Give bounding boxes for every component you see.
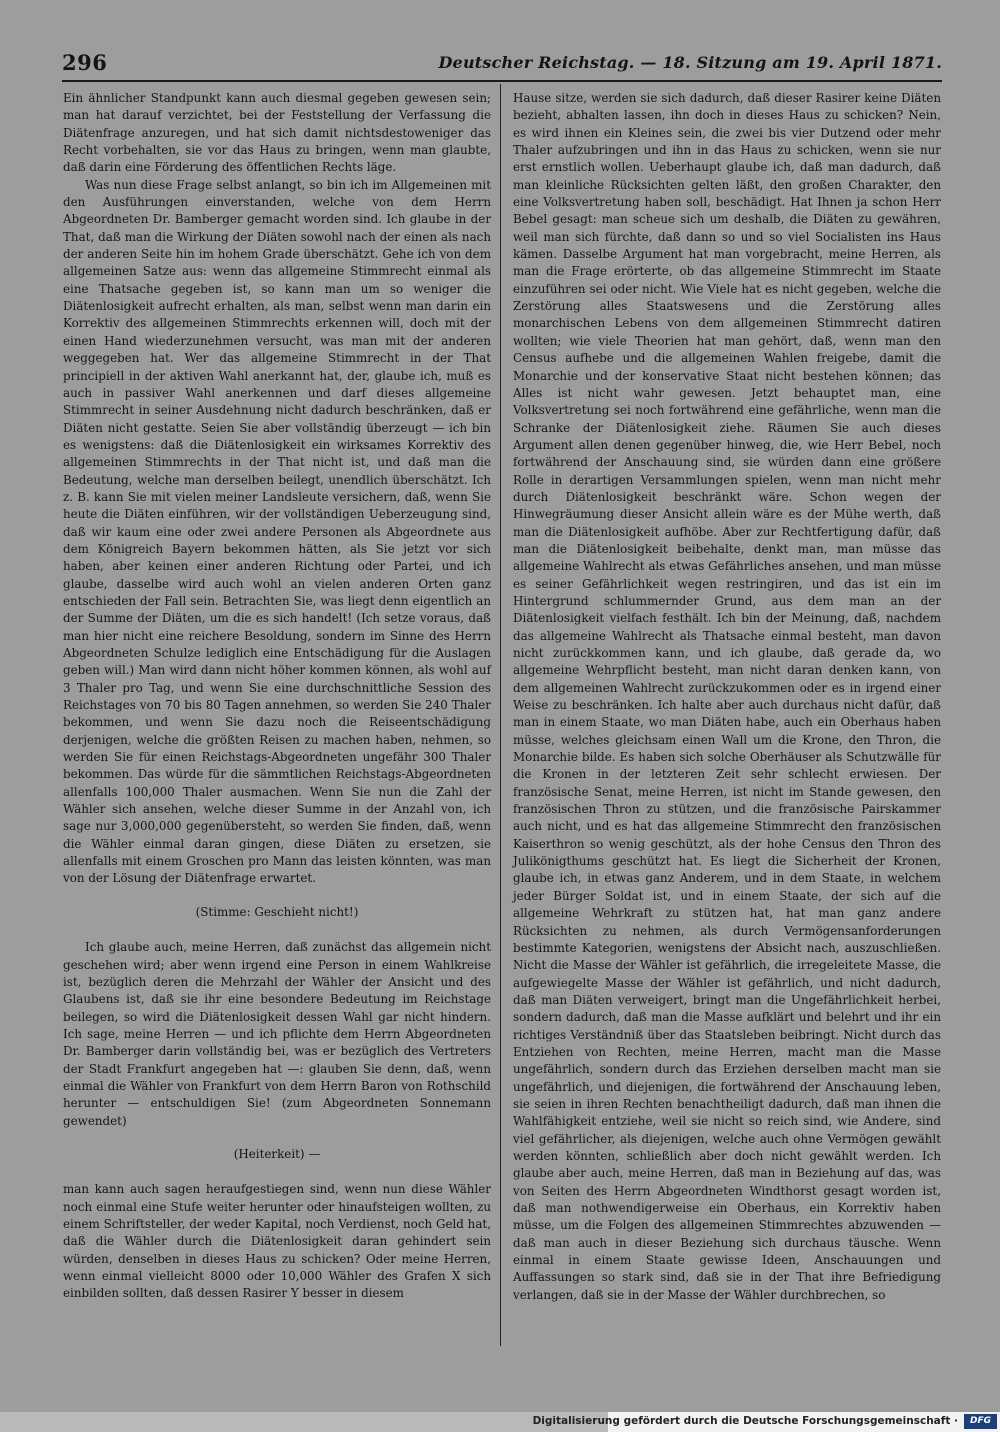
- running-title: Deutscher Reichstag. — 18. Sitzung am 19. April 1871.: [438, 53, 942, 72]
- paragraph: Ich glaube auch, meine Herren, daß zunächst das allgemein nicht geschehen wird; aber wenn irgend eine Person in einem Wahlkreise ist, bezüglich deren die Mehrzahl der Wähler der Ansicht und des Glaubens ist, daß sie ihr eine besondere Bedeutung im Reichstage beilegen, so wird die Diätenlosigkeit dessen Wahl gar nicht hindern. Ich sage, meine Herren — und ich pflichte dem Herrn Abgeordneten Dr. Bamberger darin vollständig bei, was er bezüglich des Vertreters der Stadt Frankfurt angegeben hat —: glauben Sie denn, daß, wenn einmal die Wähler von Frankfurt von dem Herrn Baron von Rothschild herunter — entschuldigen Sie! (zum Abgeordneten Sonnemann gewendet): [63, 940, 491, 1128]
- left-column: [63, 90, 491, 1303]
- dfg-logo-icon: DFG: [964, 1414, 997, 1429]
- right-column: [513, 90, 941, 1304]
- page-header: [62, 50, 942, 80]
- column-divider: [500, 84, 501, 1346]
- footer-credit: Digitalisierung gefördert durch die Deutsche Forschungsgemeinschaft ·: [532, 1415, 958, 1427]
- interjection: (Heiterkeit) —: [233, 1146, 321, 1161]
- paragraph: Was nun diese Frage selbst anlangt, so bin ich im Allgemeinen mit den Ausführungen einverstanden, welche von dem Herrn Abgeordneten Dr. Bamberger gemacht worden sind. Ich glaube in der That, daß man die Wirkung der Diäten sowohl nach der einen als nach der anderen Seite hin im hohem Grade überschätzt. Gehe ich von dem allgemeinen Satze aus: wenn das allgemeine Stimmrecht einmal als eine Thatsache gegeben ist, so kann man um so weniger die Diätenlosigkeit aufrecht erhalten, als man, selbst wenn man darin ein Korrektiv des allgemeinen Stimmrechts erkennen will, doch mit der einen Hand wiederzunehmen versucht, was man mit der anderen weggegeben hat. Wer das allgemeine Stimmrecht in der That principiell in der aktiven Wahl anerkannt hat, der, glaube ich, muß es auch in passiver Wahl anerkennen und darf dieses allgemeine Stimmrecht in seiner Ausdehnung nicht dadurch beschränken, daß er Diäten nicht gestatte. Seien Sie aber vollständig überzeugt — ich bin es wenigstens: daß die Diätenlosigkeit ein wirksames Korrektiv des allgemeinen Stimmrechts in der That nicht ist, und daß man die Bedeutung, welche man derselben beilegt, unendlich überschätzt. Ich z. B. kann Sie mit vielen meiner Landsleute versichern, daß, wenn Sie heute die Diäten einführen, wir der vollständigen Ueberzeugung sind, daß wir kaum eine oder zwei andere Personen als Abgeordnete aus dem Königreich Bayern bekommen hätten, als Sie jetzt vor sich haben, aber keinen einer anderen Richtung oder Partei, und ich glaube, dasselbe wird auch wohl an vielen anderen Orten ganz entschieden der Fall sein. Betrachten Sie, was liegt denn eigentlich an der Summe der Diäten, um die es sich handelt! (Ich setze voraus, daß man hier nicht eine reichere Besoldung, sondern im Sinne des Herrn Abgeordneten Schulze lediglich eine Entschädigung für die Auslagen geben will.) Man wird dann nicht höher kommen können, als wohl auf 3 Thaler pro Tag, und wenn Sie eine durchschnittliche Session des Reichstages von 70 bis 80 Tagen annehmen, so werden Sie 240 Thaler bekommen, und wenn Sie dazu noch die Reiseentschädigung derjenigen, welche die größten Reisen zu machen haben, nehmen, so werden Sie für einen Reichstags-Abgeordneten ungefähr 300 Thaler bekommen. Das würde für die sämmtlichen Reichstags-Abgeordneten allenfalls 100,000 Thaler ausmachen. Wenn Sie nun die Zahl der Wähler sich ansehen, welche dieser Summe in der Anzahl von, ich sage nur 3,000,000 gegenübersteht, so werden Sie finden, daß, wenn die Wähler einmal daran gingen, diese Diäten zu ersetzen, sie allenfalls mit einem Groschen pro Mann das leisten könnten, was man von der Lösung der Diätenfrage erwartet.: [63, 177, 491, 886]
- page-number: 296: [62, 50, 108, 75]
- header-rule: [62, 80, 942, 82]
- paragraph: Hause sitze, werden sie sich dadurch, daß dieser Rasirer keine Diäten bezieht, abhalten lassen, ihn doch in dieses Haus zu schicken? Nein, es wird ihnen ein Kleines sein, die zwei bis vier Dutzend oder mehr Thaler aufzubringen und ihn in das Haus zu schicken, wenn sie nur erst ernstlich wollen. Ueberhaupt glaube ich, daß man dadurch, daß man kleinliche Rücksichten gelten läßt, den großen Charakter, den eine Volksvertretung haben soll, beschädigt. Hat Ihnen ja schon Herr Bebel gesagt: man scheue sich um deshalb, die Diäten zu gewähren, weil man sich fürchte, daß dann so und so viel Socialisten ins Haus kämen. Dasselbe Argument hat man vorgebracht, meine Herren, als man die Frage erörterte, ob das allgemeine Stimmrecht im Staate einzuführen sei oder nicht. Wie Viele hat es nicht gegeben, welche die Zerstörung alles Staatswesens und die Zerstörung alles monarchischen Lebens von dem allgemeinen Stimmrecht datiren wollten; wie viele Theorien hat man gehört, daß, wenn man den Census aufhebe und die allgemeinen Wahlen freigebe, damit die Monarchie und der konservative Staat nicht bestehen können; das Alles ist nicht wahr gewesen. Jetzt behauptet man, eine Volksvertretung sei noch fortwährend eine gefährliche, wenn man die Schranke der Diätenlosigkeit ziehe. Räumen Sie auch dieses Argument allen denen gegenüber hinweg, die, wie Herr Bebel, noch fortwährend der Anschauung sind, sie würden dann eine größere Rolle in derartigen Versammlungen spielen, wenn man nicht mehr durch Diätenlosigkeit beschränkt wäre. Schon wegen der Hinwegräumung dieser Ansicht allein wäre es der Mühe werth, daß man die Diätenlosigkeit aufhöbe. Aber zur Rechtfertigung dafür, daß man die Diätenlosigkeit beibehalte, denkt man, man müsse das allgemeine Wahlrecht als etwas Gefährliches ansehen, und man müsse es seiner Gefährlichkeit wegen restringiren, und das ist ein im Hintergrund schlummernder Grund, aus dem man an der Diätenlosigkeit vielfach festhält. Ich bin der Meinung, daß, nachdem das allgemeine Wahlrecht als Thatsache einmal besteht, man davon nicht zurückkommen kann, und ich glaube, daß gerade da, wo allgemeine Wehrpflicht besteht, man nicht daran denken kann, von dem allgemeinen Wahlrecht zurückzukommen oder es in irgend einer Weise zu beschränken. Ich halte aber auch durchaus nicht dafür, daß man in einem Staate, wo man Diäten habe, auch ein Oberhaus haben müsse, welches gleichsam einen Wall um die Krone, den Thron, die Monarchie bilde. Es haben sich solche Oberhäuser als Schutzwälle für die Kronen in der letzteren Zeit sehr schlecht erwiesen. Der französische Senat, meine Herren, ist nicht im Stande gewesen, den französischen Thron zu stützen, und die französische Pairskammer auch nicht, und es hat das allgemeine Stimmrecht den französischen Kaiserthron so wenig geschützt, als der hohe Census den Thron des Julikönigthums geschützt hat. Es liegt die Sicherheit der Kronen, glaube ich, in etwas ganz Anderem, und in dem Staate, in welchem jeder Bürger Soldat ist, und in einem Staate, der sich auf die allgemeine Wehrkraft zu stützen hat, hat man ganz andere Rücksichten zu nehmen, als durch Vermögensanforderungen bestimmte Kategorien, wenigstens der Absicht nach, auszuschließen. Nicht die Masse der Wähler ist gefährlich, die irregeleitete Masse, die aufgewiegelte Masse der Wähler ist gefährlich, und nicht dadurch, daß man Diäten verweigert, bringt man die Ungefährlichkeit herbei, sondern dadurch, daß man die Masse aufklärt und belehrt und ihr ein richtiges Verständniß über das Staatsleben beibringt. Nicht durch das Entziehen von Rechten, meine Herren, macht man die Masse ungefährlich, sondern durch das Erziehen derselben macht man sie ungefährlich, und diejenigen, die fortwährend der Anschauung leben, sie seien in ihren Rechten benachtheiligt dadurch, daß man ihnen die Wahlfähigkeit entziehe, weil sie nicht so reich sind, wie Andere, sind viel gefährlicher, als diejenigen, welche auch ohne Vermögen gewählt werden könnten, schließlich aber doch nicht gewählt werden. Ich glaube aber auch, meine Herren, daß man in Beziehung auf das, was von Seiten des Herrn Abgeordneten Windthorst gesagt worden ist, daß man nothwendigerweise ein Oberhaus, ein Korrektiv haben müsse, um die Folgen des allgemeinen Stimmrechtes abzuwenden — daß man auch in dieser Beziehung sich durchaus täusche. Wenn einmal in einem Staate gewisse Ideen, Anschauungen und Auffassungen so stark sind, daß sie in der That ihre Befriedigung verlangen, daß sie in der Masse der Wähler durchbrechen, so: [513, 91, 941, 1302]
- paragraph: Ein ähnlicher Standpunkt kann auch diesmal gegeben gewesen sein; man hat darauf verzichtet, bei der Feststellung der Verfassung die Diätenfrage anzuregen, und hat sich damit nichtsdestoweniger das Recht vorbehalten, sie vor das Haus zu bringen, wenn man glaubte, daß darin eine Förderung des öffentlichen Rechts läge.: [63, 91, 491, 175]
- interjection: (Stimme: Geschieht nicht!): [195, 904, 359, 919]
- digitization-footer: [532, 1412, 1000, 1432]
- paragraph: man kann auch sagen heraufgestiegen sind, wenn nun diese Wähler noch einmal eine Stufe weiter herunter oder hinaufsteigen wollten, zu einem Schriftsteller, der weder Kapital, noch Verdienst, noch Geld hat, daß die Wähler durch die Diätenlosigkeit daran gehindert sein würden, denselben in dieses Haus zu schicken? Oder meine Herren, wenn einmal vielleicht 8000 oder 10,000 Wähler des Grafen X sich einbilden sollten, daß dessen Rasirer Y besser in diesem: [63, 1182, 491, 1301]
